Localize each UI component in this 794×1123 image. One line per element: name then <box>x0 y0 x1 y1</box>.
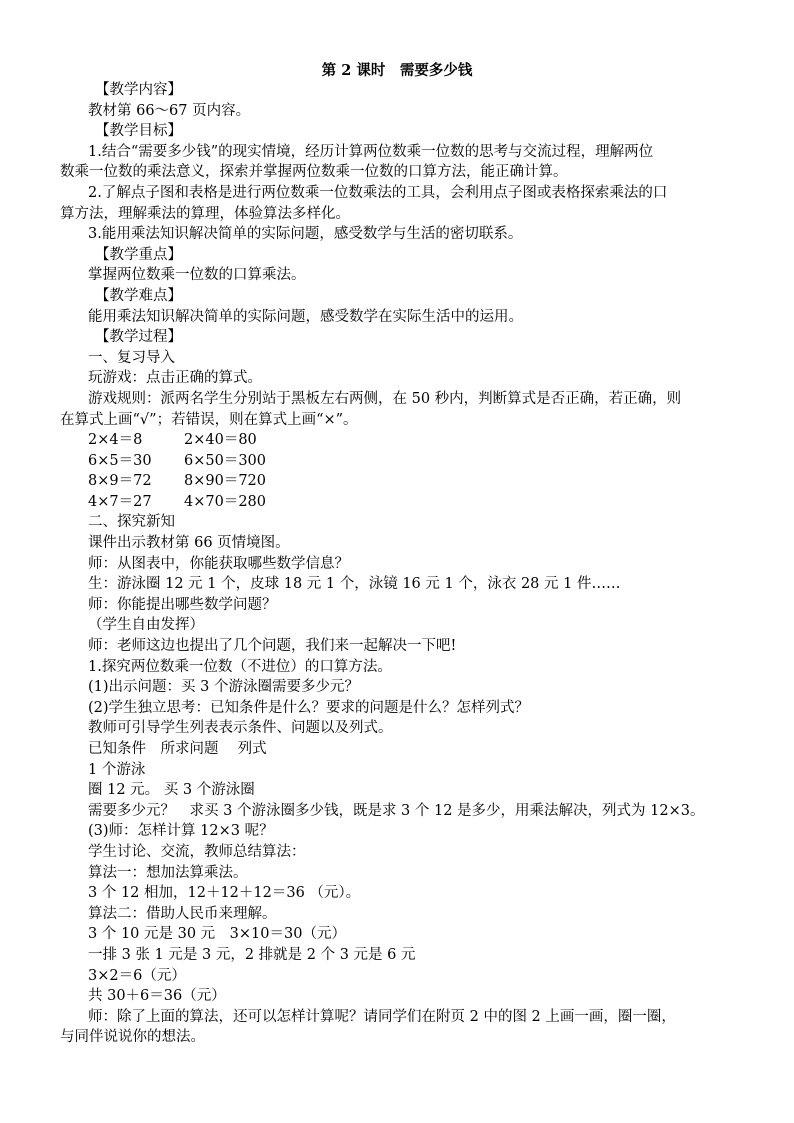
text-line: 数乘一位数的乘法意义，探索并掌握两位数乘一位数的口算方法，能正确计算。 <box>60 164 568 181</box>
text-line: (1)出示问题：买 3 个游泳圈需要多少元？ <box>88 679 359 696</box>
text-line: 圈 12 元。 买 3 个游泳圈 <box>88 782 255 799</box>
heading-teaching-goals: 【教学目标】 <box>95 123 182 140</box>
equation: 6×50＝300 <box>184 452 267 469</box>
equation: 8×90＝720 <box>184 473 267 490</box>
text-line: 教师可引导学生列表表示条件、问题以及列式。 <box>88 720 393 737</box>
text-line: 师：除了上面的算法，还可以怎样计算呢？请同学们在附页 2 中的图 2 上画一画，圈一圈， <box>88 1008 676 1025</box>
text-line: 3×2＝6（元） <box>88 967 186 984</box>
text-line: 师：从图表中，你能获取哪些数学信息？ <box>88 555 349 572</box>
table-header-line: 已知条件 所求问题 列式 <box>88 741 267 757</box>
equation: 8×9＝72 <box>88 473 152 490</box>
text-line: 1 个游泳 <box>88 761 146 778</box>
heading-key-points: 【教学重点】 <box>95 246 182 263</box>
text-line: 学生讨论、交流，教师总结算法： <box>88 843 306 860</box>
section-heading: 一、复习导入 <box>88 349 175 366</box>
text-line: （学生自由发挥） <box>88 617 204 634</box>
text-line: 师：老师这边也提出了几个问题，我们来一起解决一下吧! <box>88 638 457 655</box>
text-line: 2.了解点子图和表格是进行两位数乘一位数乘法的工具，会利用点子图或表格探索乘法的口 <box>88 184 668 201</box>
text-line: 3.能用乘法知识解决简单的实际问题，感受数学与生活的密切联系。 <box>88 226 523 243</box>
text-line: 游戏规则：派两名学生分别站于黑板左右两侧，在 50 秒内，判断算式是否正确，若正确，则 <box>88 390 682 407</box>
text-line: 1.探究两位数乘一位数（不进位）的口算方法。 <box>88 658 392 675</box>
text-line: (2)学生独立思考：已知条件是什么？要求的问题是什么？怎样列式？ <box>88 699 530 716</box>
heading-difficulties: 【教学难点】 <box>95 287 182 304</box>
text-line: 算法二：借助人民币来理解。 <box>88 905 277 922</box>
text-line: 教材第 66～67 页内容。 <box>88 102 251 119</box>
text-line: 3 个 12 相加，12＋12＋12＝36 （元）。 <box>88 885 361 902</box>
text-line: 与同伴说说你的想法。 <box>60 1029 205 1046</box>
text-line: 需要多少元？ 求买 3 个游泳圈多少钱，既是求 3 个 12 是多少，用乘法解决，列式为 12×3。 <box>88 802 705 819</box>
text-line: 算方法，理解乘法的算理，体验算法多样化。 <box>60 205 350 222</box>
heading-teaching-content: 【教学内容】 <box>95 82 182 98</box>
equation: 2×4＝8 <box>88 432 143 449</box>
text-line: 能用乘法知识解决简单的实际问题，感受数学在实际生活中的运用。 <box>88 308 523 325</box>
text-line: 一排 3 张 1 元是 3 元，2 排就是 2 个 3 元是 6 元 <box>88 946 416 963</box>
text-line: 1.结合“需要多少钱”的现实情境，经历计算两位数乘一位数的思考与交流过程，理解两位 <box>88 143 654 160</box>
text-line: 课件出示教材第 66 页情境图。 <box>88 535 290 552</box>
text-line: 掌握两位数乘一位数的口算乘法。 <box>88 267 306 284</box>
text-line: 共 30＋6＝36（元） <box>88 988 226 1005</box>
heading-teaching-process: 【教学过程】 <box>95 329 182 346</box>
section-heading: 二、探究新知 <box>88 514 175 531</box>
equation-row <box>88 451 768 472</box>
equation: 6×5＝30 <box>88 452 152 469</box>
equation: 4×70＝280 <box>184 493 267 510</box>
document-body <box>60 80 768 1048</box>
equation-row <box>88 430 768 451</box>
text-line: 玩游戏：点击正确的算式。 <box>88 370 262 387</box>
text-line: (3)师：怎样计算 12×3 呢？ <box>88 823 274 840</box>
text-line: 在算式上画“√”；若错误，则在算式上画“×”。 <box>60 411 358 428</box>
text-line: 算法一：想加法算乘法。 <box>88 864 248 881</box>
equation-row <box>88 471 768 492</box>
page-title: 第 2 课时 需要多少钱 <box>321 62 473 79</box>
equation: 4×7＝27 <box>88 493 152 510</box>
equation: 2×40＝80 <box>184 432 257 449</box>
text-line: 3 个 10 元是 30 元 3×10＝30（元） <box>88 926 346 943</box>
text-line: 师：你能提出哪些数学问题？ <box>88 596 277 613</box>
text-line: 生：游泳圈 12 元 1 个，皮球 18 元 1 个，泳镜 16 元 1 个，泳衣 28 元 1 件…… <box>88 576 621 593</box>
equation-list <box>88 430 768 512</box>
equation-row <box>88 492 768 513</box>
